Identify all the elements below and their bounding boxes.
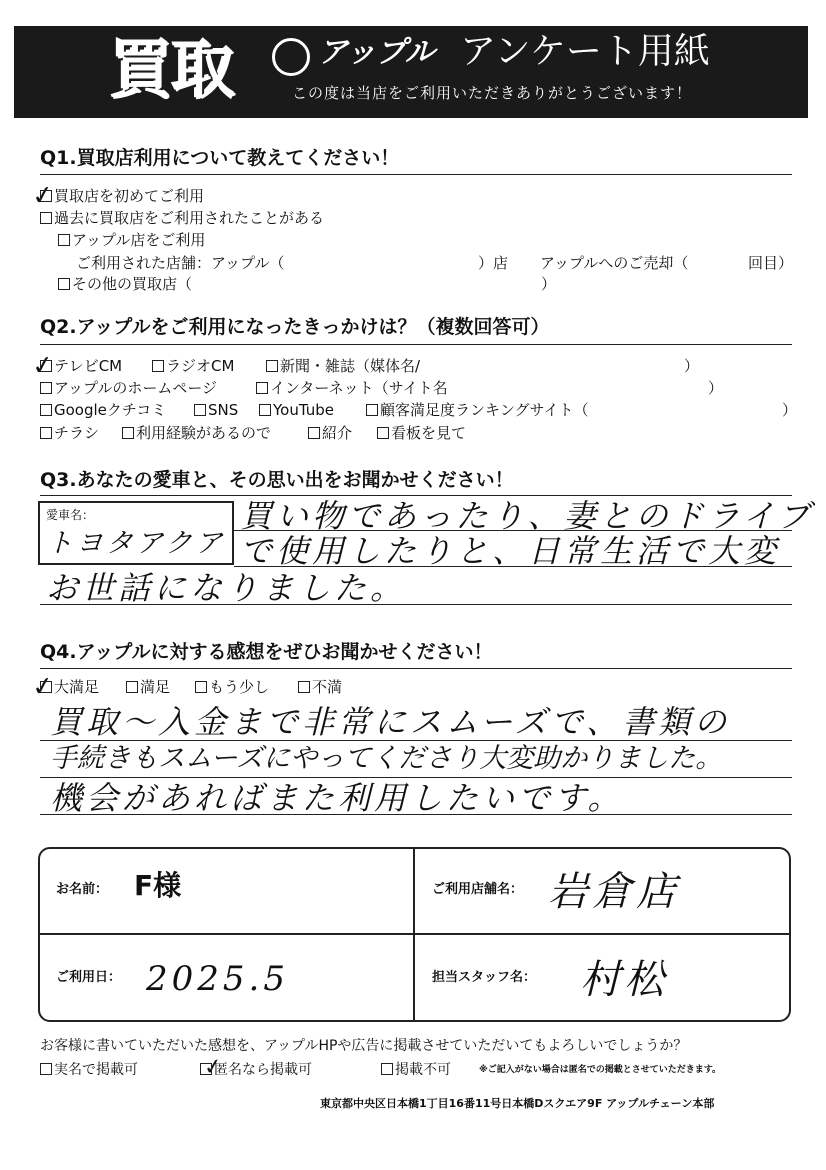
check-mark-icon: ✓ <box>30 179 56 213</box>
q2-option-newspaper[interactable]: 新聞・雑誌（媒体名/ <box>266 359 420 374</box>
q1-store-used-label: ご利用された店舗：アップル（ <box>76 254 285 272</box>
q4-rule-2 <box>40 777 792 778</box>
q2-option-experience[interactable]: 利用経験があるので <box>122 426 271 441</box>
q1-title: Q1.買取店利用について教えてください！ <box>40 147 400 169</box>
date-value: 2025.5 <box>146 959 289 999</box>
q1-divider <box>40 174 792 175</box>
q1-store-suffix: ）店 <box>478 254 509 272</box>
checkbox-icon[interactable] <box>194 404 206 416</box>
checkbox-icon[interactable] <box>200 1063 212 1075</box>
q2-option-signboard[interactable]: 看板を見て <box>377 426 466 441</box>
check-mark-icon: ✓ <box>30 349 56 383</box>
q2-close-1: ） <box>684 357 700 375</box>
staff-label: 担当スタッフ名： <box>432 970 537 985</box>
q2-option-homepage[interactable]: アップルのホームページ <box>40 381 217 396</box>
apple-logo-icon <box>272 38 310 76</box>
q2-option-sns[interactable]: SNS <box>194 403 238 418</box>
q2-divider <box>40 344 792 345</box>
q1-option-first[interactable]: 買取店を初めてご利用 <box>40 189 204 204</box>
consent-option-no[interactable]: 掲載不可 <box>381 1063 451 1077</box>
comment-line-1: 買取〜入金まで非常にスムーズで、書類の <box>50 703 731 741</box>
checkbox-icon[interactable] <box>40 404 52 416</box>
checkbox-icon[interactable] <box>266 360 278 372</box>
q1-option-apple[interactable]: アップル店をご利用 <box>58 233 205 248</box>
date-label: ご利用日： <box>56 970 122 985</box>
store-value: 岩倉店 <box>548 869 680 915</box>
kaitori-logo-text: 買取 <box>110 35 234 109</box>
q1-sell-count-suffix: 回目） <box>748 254 794 272</box>
checkbox-icon[interactable] <box>40 360 52 372</box>
q2-option-radiocm[interactable]: ラジオCM <box>152 359 234 374</box>
q3-rule-0 <box>40 495 792 496</box>
memory-line-2: で使用したりと、日常生活で大変 <box>240 532 781 570</box>
q2-option-ranking[interactable]: 顧客満足度ランキングサイト（ <box>366 403 589 418</box>
brand-name: アップル <box>318 35 435 70</box>
consent-option-anonymous[interactable]: 匿名なら掲載可 <box>200 1063 312 1077</box>
checkbox-icon[interactable] <box>126 681 138 693</box>
name-label: お名前： <box>56 882 109 897</box>
page-subtitle: この度は当店をご利用いただきありがとうございます！ <box>292 84 693 102</box>
q4-option-very-satisfied[interactable]: 大満足 <box>40 680 99 695</box>
q2-option-internet[interactable]: インターネット（サイト名 <box>256 381 448 396</box>
checkbox-icon[interactable] <box>308 427 320 439</box>
checkbox-icon[interactable] <box>256 382 268 394</box>
q1-sell-count-label: アップルへのご売却（ <box>540 254 689 272</box>
q1-option-other[interactable]: その他の買取店（ <box>58 277 192 292</box>
store-label: ご利用店舗名： <box>432 882 524 897</box>
q4-option-dissatisfied[interactable]: 不満 <box>298 680 342 695</box>
checkbox-icon[interactable] <box>40 212 52 224</box>
q1-option-past[interactable]: 過去に買取店をご利用されたことがある <box>40 211 324 226</box>
q4-title: Q4.アップルに対する感想をぜひお聞かせください！ <box>40 641 493 663</box>
checkbox-icon[interactable] <box>40 190 52 202</box>
checkbox-icon[interactable] <box>366 404 378 416</box>
car-name-value: トヨタアクア <box>46 528 226 559</box>
checkbox-icon[interactable] <box>40 427 52 439</box>
memory-line-1: 買い物であったり、妻とのドライブ <box>240 497 814 535</box>
q2-title: Q2.アップルをご利用になったきっかけは？（複数回答可） <box>40 316 550 338</box>
q2-close-3: ） <box>782 401 798 419</box>
q2-option-flyer[interactable]: チラシ <box>40 426 99 441</box>
checkbox-icon[interactable] <box>122 427 134 439</box>
name-value: F様 <box>134 869 182 902</box>
info-box-divider-horizontal <box>38 933 791 935</box>
consent-note: ※ご記入がない場合は匿名での掲載とさせていただきます。 <box>479 1065 722 1075</box>
checkbox-icon[interactable] <box>377 427 389 439</box>
q2-close-2: ） <box>708 379 724 397</box>
checkbox-icon[interactable] <box>40 382 52 394</box>
q4-option-somewhat[interactable]: もう少し <box>195 680 269 695</box>
q4-option-satisfied[interactable]: 満足 <box>126 680 170 695</box>
checkbox-icon[interactable] <box>298 681 310 693</box>
footer-address: 東京都中央区日本橋1丁目16番11号日本橋Dスクエア9F アップルチェーン本部 <box>320 1097 715 1110</box>
q4-divider <box>40 668 792 669</box>
q2-option-referral[interactable]: 紹介 <box>308 426 352 441</box>
q1-other-close: ） <box>541 275 557 293</box>
comment-line-2: 手続きもスムーズにやってくださり大変助かりました。 <box>50 743 723 774</box>
checkbox-icon[interactable] <box>259 404 271 416</box>
checkbox-icon[interactable] <box>40 681 52 693</box>
staff-value: 村松 <box>580 957 668 1003</box>
q2-option-youtube[interactable]: YouTube <box>259 403 334 418</box>
consent-option-real-name[interactable]: 実名で掲載可 <box>40 1063 138 1077</box>
comment-line-3: 機会があればまた利用したいです。 <box>50 779 624 817</box>
q2-option-google[interactable]: Googleクチコミ <box>40 403 166 418</box>
check-mark-icon: ✓ <box>202 1053 225 1082</box>
memory-line-3: お世話になりました。 <box>46 569 407 607</box>
q2-option-tvcm[interactable]: テレビCM <box>40 359 122 374</box>
checkbox-icon[interactable] <box>58 234 70 246</box>
checkbox-icon[interactable] <box>40 1063 52 1075</box>
checkbox-icon[interactable] <box>58 278 70 290</box>
car-name-label: 愛車名： <box>46 508 95 522</box>
page-title: アンケート用紙 <box>460 31 710 72</box>
checkbox-icon[interactable] <box>381 1063 393 1075</box>
q3-title: Q3.あなたの愛車と、その思い出をお聞かせください！ <box>40 469 514 491</box>
header-banner <box>14 26 808 118</box>
check-mark-icon: ✓ <box>30 670 56 704</box>
checkbox-icon[interactable] <box>152 360 164 372</box>
consent-question: お客様に書いていただいた感想を、アップルHPや広告に掲載させていただいてもよろしいでしょうか？ <box>40 1038 688 1054</box>
checkbox-icon[interactable] <box>195 681 207 693</box>
